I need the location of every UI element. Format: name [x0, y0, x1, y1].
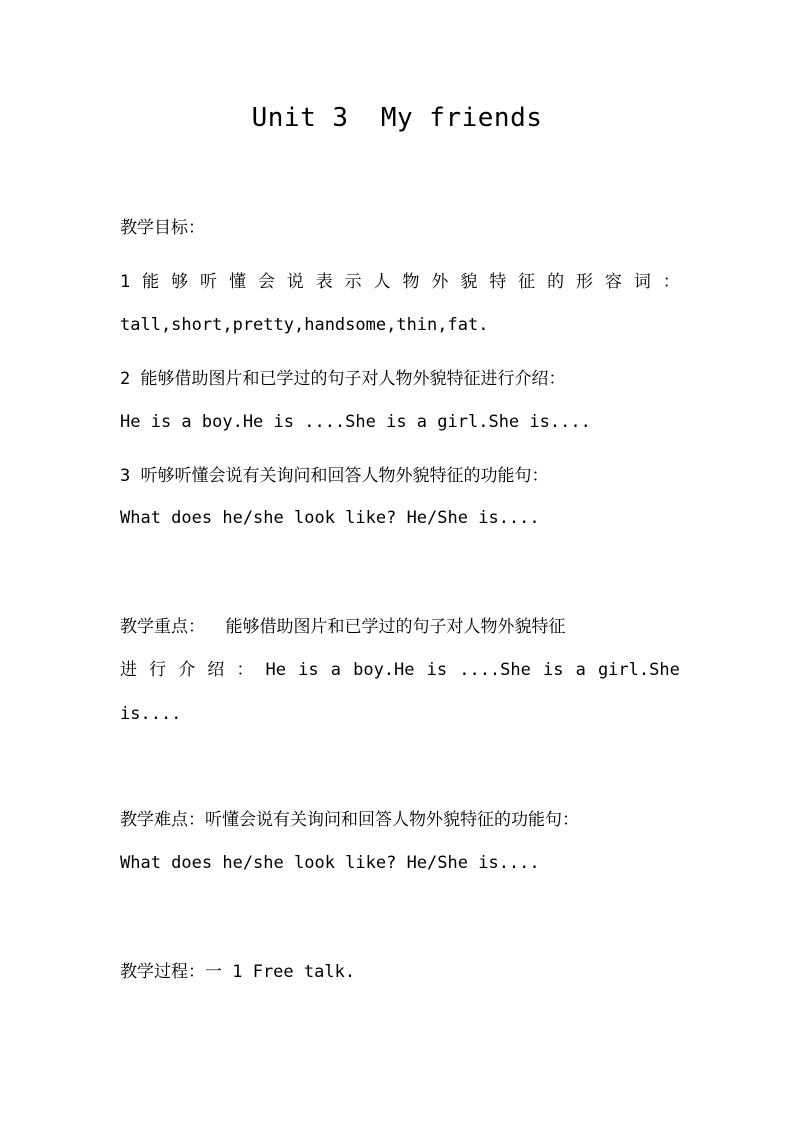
key-points-token: a	[575, 660, 586, 680]
key-points-token: is	[426, 660, 448, 680]
key-points-token: ....She	[459, 660, 531, 680]
objective-1-words: tall,short,pretty,handsome,thin,fat.	[120, 315, 489, 335]
key-points-token: a	[330, 660, 341, 680]
objective-1-token: 懂	[228, 272, 246, 292]
objective-1-token: 的	[547, 272, 565, 292]
key-points-token: 绍	[207, 660, 225, 680]
key-points-token: is	[298, 660, 319, 680]
objective-2-example: He is a boy.He is ....She is a girl.She is....	[120, 412, 591, 432]
key-points-token: girl.She	[597, 660, 680, 680]
key-points-token: 进	[120, 660, 137, 680]
key-points-token: He	[265, 660, 287, 680]
objective-3-example: What does he/she look like? He/She is....	[120, 508, 540, 528]
key-points-line-1: 教学重点： 能够借助图片和已学过的句子对人物外貌特征	[120, 617, 566, 637]
key-points-token: 行	[149, 660, 167, 680]
objective-1-token: 征	[518, 272, 536, 292]
objective-1-token: 能	[142, 272, 160, 292]
objective-1-token: 示	[344, 272, 362, 292]
objective-1-token: 貌	[460, 272, 478, 292]
objective-3-text: 3 听够听懂会说有关询问和回答人物外貌特征的功能句：	[120, 466, 549, 486]
process-line-1: 教学过程：一 1 Free talk.	[120, 962, 356, 982]
key-points-token: boy.He	[353, 660, 415, 680]
key-points-line-3: is....	[120, 704, 182, 724]
key-points-token: ：	[236, 660, 254, 680]
objective-1-token: 听	[200, 272, 218, 292]
objective-2-text: 2 能够借助图片和已学过的句子对人物外貌特征进行介绍：	[120, 369, 566, 389]
objective-1-token: 特	[489, 272, 507, 292]
objective-1-token: 够	[171, 272, 189, 292]
objective-1-token: ：	[662, 272, 680, 292]
difficult-points-line-1: 教学难点：听懂会说有关询问和回答人物外貌特征的功能句：	[120, 810, 579, 830]
objective-1-token: 词	[633, 272, 651, 292]
objective-1-token: 物	[402, 272, 420, 292]
objective-1-token: 容	[604, 272, 622, 292]
objective-1-token: 形	[576, 272, 593, 292]
difficult-points-line-2: What does he/she look like? He/She is....	[120, 853, 540, 873]
objectives-heading: 教学目标：	[120, 218, 205, 238]
objective-1-token: 外	[431, 272, 449, 292]
objective-1-token: 说	[286, 272, 304, 292]
objective-1-token: 会	[257, 272, 275, 292]
key-points-token: 介	[178, 660, 196, 680]
objective-1-token: 1	[120, 272, 131, 292]
objective-1-token: 人	[373, 272, 391, 292]
objective-1-text	[120, 270, 680, 294]
page-title: Unit 3 My friends	[251, 103, 543, 133]
objective-1-token: 表	[315, 272, 333, 292]
key-points-token: is	[542, 660, 564, 680]
key-points-line-2	[120, 658, 680, 682]
